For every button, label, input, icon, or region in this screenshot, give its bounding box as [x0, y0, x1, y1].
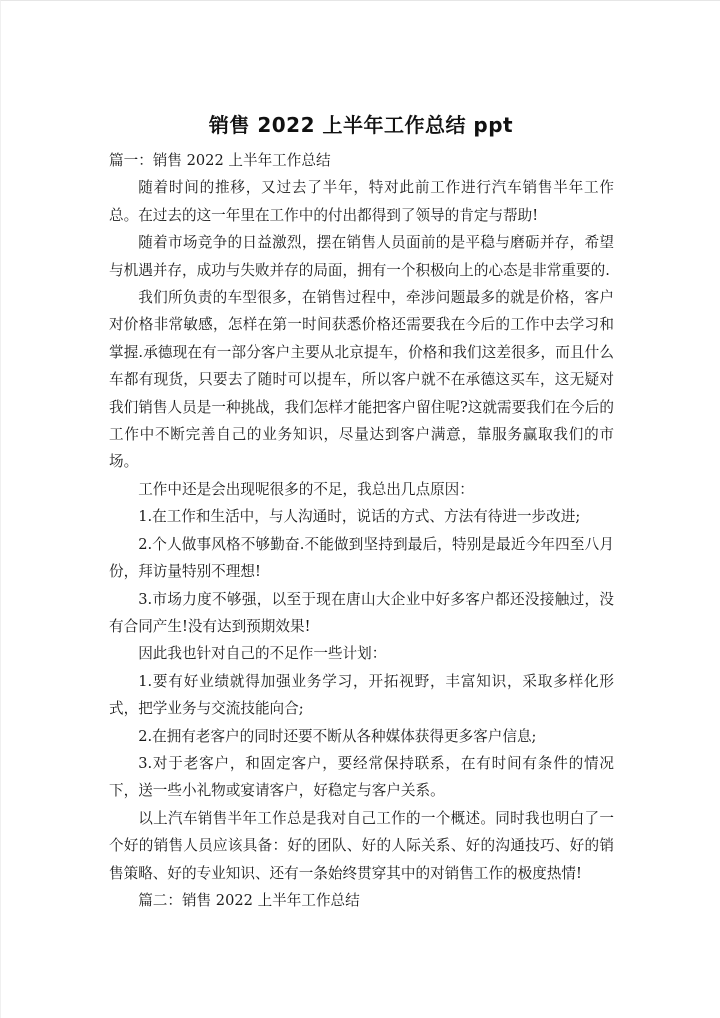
list-item: 1.在工作和生活中，与人沟通时，说话的方式、方法有待进一步改进;	[138, 508, 581, 526]
list-item: 2.在拥有老客户的同时还要不断从各种媒体获得更多客户信息;	[138, 727, 537, 745]
paragraph: 因此我也针对自己的不足作一些计划：	[138, 645, 387, 663]
paragraph: 随着市场竞争的日益激烈，摆在销售人员面前的是平稳与磨砺并存，希望与机遇并存，成功与失败并存的局面，拥有一个积极向上的心态是非常重要的.	[109, 234, 614, 279]
document-title: 销售 2022 上半年工作总结 ppt	[208, 113, 514, 137]
list-item: 3.市场力度不够强，以至于现在唐山大企业中好多客户都还没接触过，没有合同产生!没有达到预期效果!	[109, 590, 614, 635]
section-heading-1: 篇一：销售 2022 上半年工作总结	[109, 152, 331, 169]
list-item: 1.要有好业绩就得加强业务学习，开拓视野，丰富知识，采取多样化形式，把学业务与交流技能向合;	[109, 672, 614, 718]
section-heading-2: 篇二：销售 2022 上半年工作总结	[138, 891, 360, 909]
paragraph: 我们所负责的车型很多，在销售过程中，牵涉问题最多的就是价格，客户对价格非常敏感，怎样在第一时间获悉价格还需要我在今后的工作中去学习和掌握.承德现在有一部分客户主要从北京提车，价格和我们这差很多，而且什么车都有现货，只要去了随时可以提车，所以客户就不在承德这买车，这无疑对我们销售人员是一种挑战，我们怎样才能把客户留住呢?这就需要我们在今后的工作中不断完善自己的业务知识，尽量达到客户满意，靠服务赢取我们的市场。	[109, 289, 614, 471]
paragraph: 随着时间的推移，又过去了半年，特对此前工作进行汽车销售半年工作总。在过去的这一年里在工作中的付出都得到了领导的肯定与帮助!	[109, 179, 614, 224]
list-item: 3.对于老客户，和固定客户，要经常保持联系，在有时间有条件的情况下，送一些小礼物或宴请客户，好稳定与客户关系。	[109, 754, 614, 800]
paragraph: 工作中还是会出现呢很多的不足，我总出几点原因：	[138, 480, 474, 498]
document-body	[109, 147, 614, 914]
paragraph: 以上汽车销售半年工作总是我对自己工作的一个概述。同时我也明白了一个好的销售人员应该具备：好的团队、好的人际关系、好的沟通技巧、好的销售策略、好的专业知识、还有一条始终贯穿其中的对销售工作的极度热情!	[109, 809, 614, 882]
list-item: 2.个人做事风格不够勤奋.不能做到坚持到最后，特别是最近今年四至八月份，拜访量特别不理想!	[109, 535, 614, 581]
